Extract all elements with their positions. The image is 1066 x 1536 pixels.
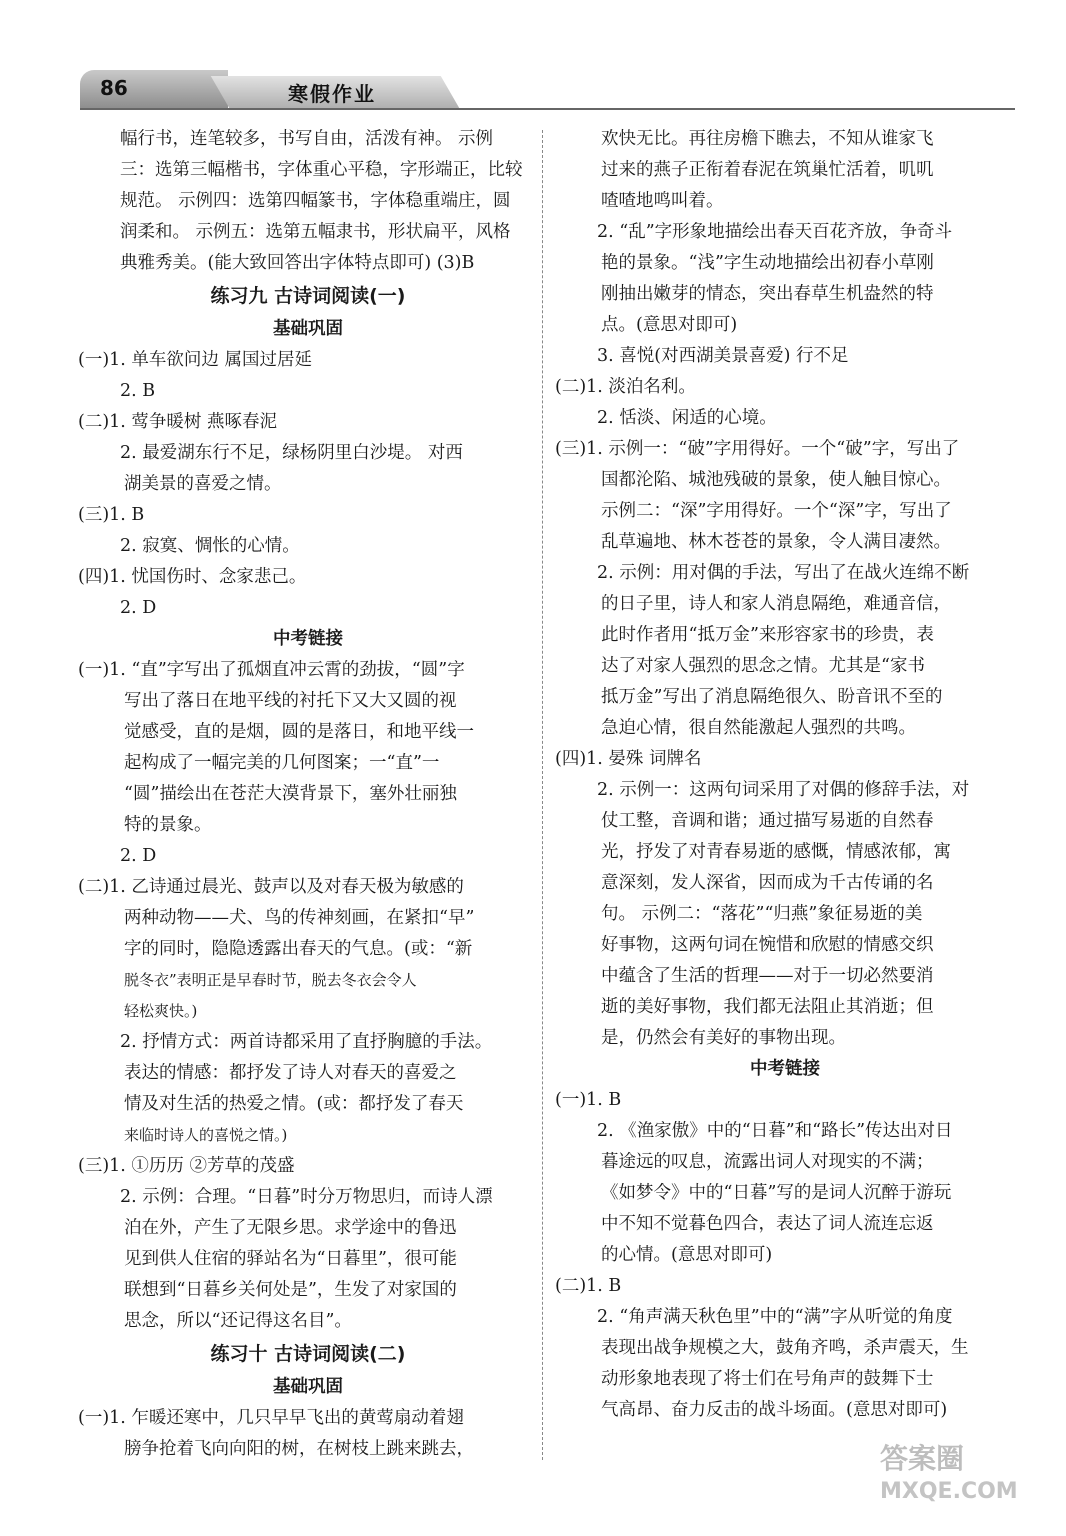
answer-line: (二)1. 淡泊名利。 bbox=[555, 377, 696, 397]
right-column bbox=[555, 124, 1015, 1426]
watermark-site: MXQE.COM bbox=[880, 1479, 1018, 1504]
section-subheading: 中考链接 bbox=[273, 629, 343, 649]
section-subheading: 基础巩固 bbox=[273, 319, 343, 339]
answer-line: 的心情。(意思对即可) bbox=[601, 1245, 773, 1265]
answer-line: 好事物，这两句词在惋惜和欣慰的情感交织 bbox=[601, 935, 934, 955]
answer-line: 过来的燕子正衔着春泥在筑巢忙活着，叽叽 bbox=[601, 160, 934, 180]
book-title: 寒假作业 bbox=[288, 82, 376, 106]
answer-line: 2. 示例一：这两句词采用了对偶的修辞手法，对 bbox=[597, 780, 970, 800]
answer-line: 句。 示例二：“落花”“归燕”象征易逝的美 bbox=[601, 904, 923, 924]
answer-line: (四)1. 晏殊 词牌名 bbox=[555, 749, 702, 769]
answer-line: 脱冬衣”表明正是早春时节，脱去冬衣会令人 bbox=[124, 971, 417, 989]
answer-line: 喳喳地鸣叫着。 bbox=[601, 191, 724, 211]
answer-line: 觉感受，直的是烟，圆的是落日，和地平线一 bbox=[124, 722, 474, 742]
answer-line: 来临时诗人的喜悦之情。) bbox=[124, 1126, 288, 1144]
section-heading: 练习九 古诗词阅读(一) bbox=[210, 285, 406, 307]
answer-line: 点。(意思对即可) bbox=[601, 315, 738, 335]
answer-line: 示例二：“深”字用得好。一个“深”字，写出了 bbox=[601, 501, 952, 521]
answer-line: (一)1. “直”字写出了孤烟直冲云霄的劲拔，“圆”字 bbox=[78, 660, 465, 680]
answer-line: 国都沦陷、城池残破的景象，使人触目惊心。 bbox=[601, 470, 951, 490]
section-heading: 练习十 古诗词阅读(二) bbox=[210, 1343, 406, 1365]
answer-line: (一)1. 单车欲问边 属国过居延 bbox=[78, 350, 312, 370]
answer-line: 2. 《渔家傲》中的“日暮”和“路长”传达出对日 bbox=[597, 1121, 953, 1141]
answer-line: 表现出战争规模之大，鼓角齐鸣，杀声震天，生 bbox=[601, 1338, 969, 1358]
answer-line: 刚抽出嫩芽的情态，突出春草生机盎然的特 bbox=[601, 284, 934, 304]
answer-line: 逝的美好事物，我们都无法阻止其消逝；但 bbox=[601, 997, 934, 1017]
answer-line: 两种动物——犬、鸟的传神刻画，在紧扣“早” bbox=[124, 908, 475, 928]
section-subheading: 中考链接 bbox=[750, 1059, 820, 1079]
watermark-logo bbox=[880, 1442, 1018, 1504]
answer-line: 2. 寂寞、惆怅的心情。 bbox=[120, 536, 300, 556]
answer-line: 见到供人住宿的驿站名为“日暮里”，很可能 bbox=[124, 1249, 457, 1269]
answer-line: 是，仍然会有美好的事物出现。 bbox=[601, 1028, 846, 1048]
answer-line: 仗工整，音调和谐；通过描写易逝的自然春 bbox=[601, 811, 934, 831]
answer-line: 表达的情感：都抒发了诗人对春天的喜爱之 bbox=[124, 1063, 457, 1083]
answer-line: (一)1. B bbox=[555, 1090, 622, 1110]
answer-line: 字的同时，隐隐透露出春天的气息。(或：“新 bbox=[124, 939, 473, 959]
answer-line: 特的景象。 bbox=[124, 815, 212, 835]
answer-line: 2. 最爱湖东行不足，绿杨阴里白沙堤。 对西 bbox=[120, 443, 463, 463]
answer-line: 轻松爽快。) bbox=[124, 1002, 198, 1020]
answer-line: 抵万金”写出了消息隔绝很久、盼音讯不至的 bbox=[601, 687, 943, 707]
answer-line: 达了对家人强烈的思念之情。尤其是“家书 bbox=[601, 656, 925, 676]
answer-line: 中不知不觉暮色四合，表达了词人流连忘返 bbox=[601, 1214, 934, 1234]
answer-line: (二)1. 莺争暖树 燕啄春泥 bbox=[78, 412, 277, 432]
answer-line: 2. “乱”字形象地描绘出春天百花齐放，争奇斗 bbox=[597, 222, 953, 242]
answer-line: 3. 喜悦(对西湖美景喜爱) 行不足 bbox=[597, 346, 849, 366]
watermark-text: 答案圈 bbox=[880, 1442, 965, 1475]
answer-line: (三)1. ①历历 ②芳草的茂盛 bbox=[78, 1156, 295, 1176]
answer-line: 典雅秀美。(能大致回答出字体特点即可) (3)B bbox=[120, 253, 475, 273]
answer-line: 2. B bbox=[120, 381, 156, 401]
answer-line: 膀争抢着飞向向阳的树，在树枝上跳来跳去， bbox=[124, 1439, 474, 1459]
column-divider bbox=[542, 130, 543, 1460]
answer-line: (三)1. 示例一：“破”字用得好。一个“破”字，写出了 bbox=[555, 439, 960, 459]
answer-line: 此时作者用“抵万金”来形容家书的珍贵，表 bbox=[601, 625, 934, 645]
answer-line: 动形象地表现了将士们在号角声的鼓舞下士 bbox=[601, 1369, 934, 1389]
answer-line: (四)1. 忧国伤时、念家悲己。 bbox=[78, 567, 307, 587]
answer-line: 中蕴含了生活的哲理——对于一切必然要消 bbox=[601, 966, 934, 986]
answer-line: 光，抒发了对青春易逝的感慨，情感浓郁，寓 bbox=[601, 842, 951, 862]
answer-line: 起构成了一幅完美的几何图案；一“直”一 bbox=[124, 753, 440, 773]
answer-line: 《如梦令》中的“日暮”写的是词人沉醉于游玩 bbox=[601, 1183, 952, 1203]
answer-line: 欢快无比。再往房檐下瞧去，不知从谁家飞 bbox=[601, 129, 934, 149]
answer-line: 情及对生活的热爱之情。(或：都抒发了春天 bbox=[124, 1094, 464, 1114]
answer-line: 湖美景的喜爱之情。 bbox=[124, 474, 282, 494]
page-header bbox=[70, 70, 1020, 110]
answer-line: 乱草遍地、林木苍苍的景象，令人满目凄然。 bbox=[601, 532, 951, 552]
answer-line: (三)1. B bbox=[78, 505, 145, 525]
answer-line: 2. 恬淡、闲适的心境。 bbox=[597, 408, 777, 428]
answer-line: (一)1. 乍暖还寒中，几只早早飞出的黄莺扇动着翅 bbox=[78, 1408, 464, 1428]
answer-line: 2. 示例：合理。“日暮”时分万物思归，而诗人漂 bbox=[120, 1187, 493, 1207]
answer-line: 写出了落日在地平线的衬托下又大又圆的视 bbox=[124, 691, 457, 711]
header-rule bbox=[80, 108, 1015, 110]
answer-line: 润柔和。 示例五：选第五幅隶书，形状扁平，风格 bbox=[120, 222, 511, 242]
section-subheading: 基础巩固 bbox=[273, 1377, 343, 1397]
answer-line: 2. 抒情方式：两首诗都采用了直抒胸臆的手法。 bbox=[120, 1032, 493, 1052]
answer-line: (二)1. B bbox=[555, 1276, 622, 1296]
answer-line: (二)1. 乙诗通过晨光、鼓声以及对春天极为敏感的 bbox=[78, 877, 464, 897]
answer-line: 思念，所以“还记得这名目”。 bbox=[124, 1311, 352, 1331]
answer-line: 的日子里，诗人和家人消息隔绝，难通音信， bbox=[601, 594, 951, 614]
answer-line: 艳的景象。“浅”字生动地描绘出初春小草刚 bbox=[601, 253, 934, 273]
answer-line: “圆”描绘出在苍茫大漠背景下，塞外壮丽独 bbox=[124, 784, 457, 804]
answer-line: 暮途远的叹息，流露出词人对现实的不满； bbox=[601, 1152, 934, 1172]
answer-line: 气高昂、奋力反击的战斗场面。(意思对即可) bbox=[601, 1400, 948, 1420]
left-column bbox=[78, 124, 538, 1465]
answer-line: 幅行书，连笔较多，书写自由，活泼有神。 示例 bbox=[120, 129, 494, 149]
answer-line: 意深刻，发人深省，因而成为千古传诵的名 bbox=[601, 873, 934, 893]
page-number: 86 bbox=[100, 76, 128, 100]
answer-line: 急迫心情，很自然能激起人强烈的共鸣。 bbox=[601, 718, 916, 738]
answer-line: 2. “角声满天秋色里”中的“满”字从听觉的角度 bbox=[597, 1307, 953, 1327]
answer-line: 泊在外，产生了无限乡思。求学途中的鲁迅 bbox=[124, 1218, 457, 1238]
answer-line: 规范。 示例四：选第四幅篆书，字体稳重端庄，圆 bbox=[120, 191, 511, 211]
answer-line: 2. D bbox=[120, 598, 157, 618]
answer-line: 2. D bbox=[120, 846, 157, 866]
answer-line: 联想到“日暮乡关何处是”，生发了对家国的 bbox=[124, 1280, 457, 1300]
answer-line: 三：选第三幅楷书，字体重心平稳，字形端正，比较 bbox=[120, 160, 523, 180]
answer-line: 2. 示例：用对偶的手法，写出了在战火连绵不断 bbox=[597, 563, 970, 583]
